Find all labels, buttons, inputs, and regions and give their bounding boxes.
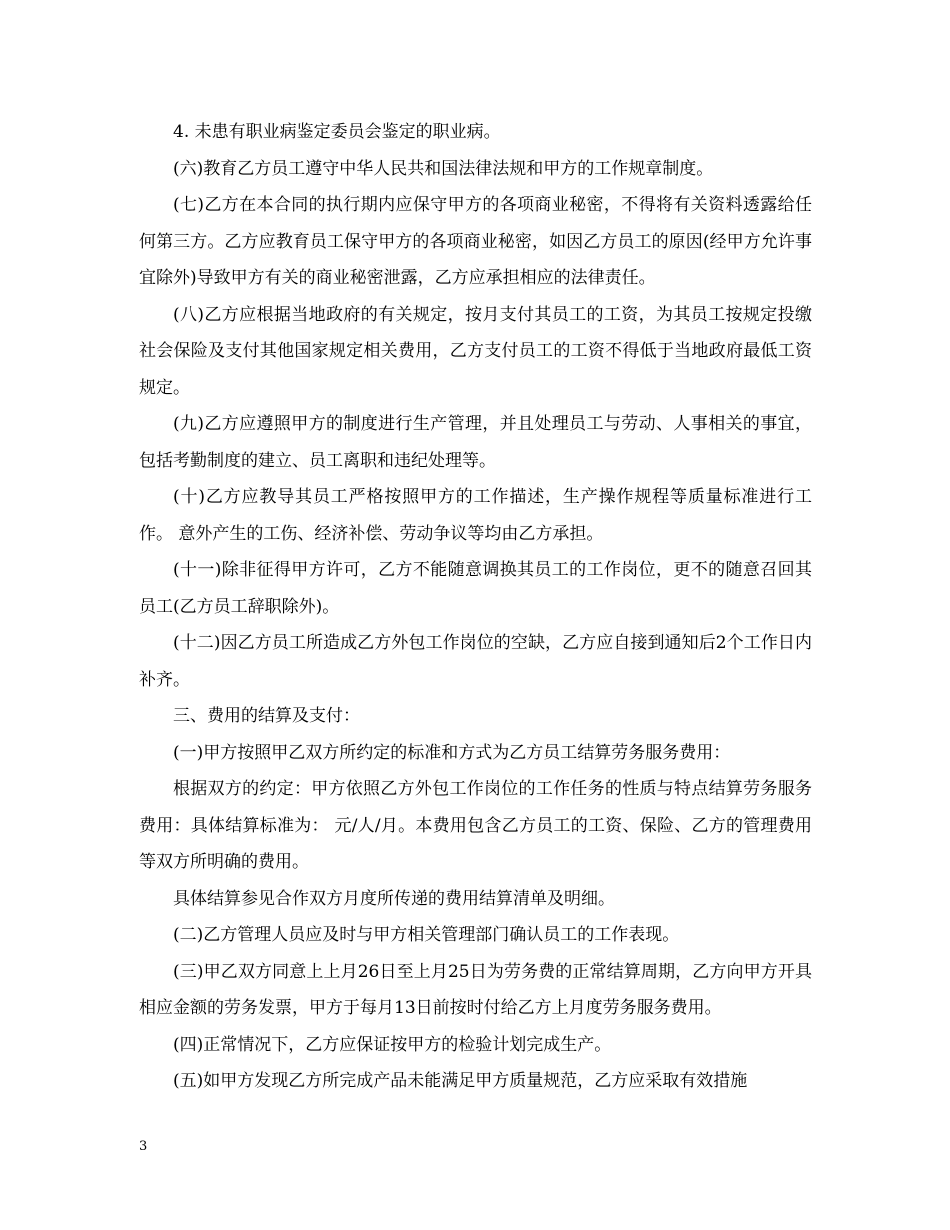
paragraph-fee-3: (三)甲乙双方同意上上月26日至上月25日为劳务费的正常结算周期，乙方向甲方开具相应金额的劳务发票，甲方于每月13日前按时付给乙方上月度劳务服务费用。 (139, 961, 812, 1018)
paragraph-fee-1: (一)甲方按照甲乙双方所约定的标准和方式为乙方员工结算劳务服务费用： (173, 742, 731, 763)
document-body (139, 114, 812, 1100)
paragraph-fee-5: (五)如甲方发现乙方所完成产品未能满足甲方质量规范，乙方应采取有效措施 (173, 1071, 748, 1091)
paragraph-section-9: (九)乙方应遵照甲方的制度进行生产管理，并且处理员工与劳动、人事相关的事宜，包括考勤制度的建立、员工离职和违纪处理等。 (139, 414, 812, 471)
paragraph-item-4: 4. 未患有职业病鉴定委员会鉴定的职业病。 (173, 122, 501, 142)
paragraph-section-10: (十)乙方应教导其员工严格按照甲方的工作描述，生产操作规程等质量标准进行工作。 意外产生的工伤、经济补偿、劳动争议等均由乙方承担。 (139, 487, 812, 544)
paragraph-fee-2: (二)乙方管理人员应及时与甲方相关管理部门确认员工的工作表现。 (173, 925, 680, 945)
paragraph-section-11: (十一)除非征得甲方许可，乙方不能随意调换其员工的工作岗位，更不的随意召回其员工(乙方员工辞职除外)。 (139, 560, 812, 617)
paragraph-section-6: (六)教育乙方员工遵守中华人民共和国法律法规和甲方的工作规章制度。 (173, 158, 714, 179)
page-number: 3 (139, 1139, 148, 1154)
paragraph-fee-details: 具体结算参见合作双方月度所传递的费用结算清单及明细。 (173, 888, 615, 909)
paragraph-section-8: (八)乙方应根据当地政府的有关规定，按月支付其员工的工资，为其员工按规定投缴社会保险及支付其他国家规定相关费用，乙方支付员工的工资不得低于当地政府最低工资规定。 (139, 304, 812, 398)
heading-fee-settlement: 三、费用的结算及支付： (173, 706, 360, 726)
paragraph-section-12: (十二)因乙方员工所造成乙方外包工作岗位的空缺，乙方应自接到通知后2个工作日内补齐。 (139, 633, 812, 690)
paragraph-section-7: (七)乙方在本合同的执行期内应保守甲方的各项商业秘密，不得将有关资料透露给任何第三方。乙方应教育员工保守甲方的各项商业秘密，如因乙方员工的原因(经甲方允许事宜除外)导致甲方有关的商业秘密泄露，乙方应承担相应的法律责任。 (139, 195, 812, 288)
paragraph-fee-4: (四)正常情况下，乙方应保证按甲方的检验计划完成生产。 (173, 1034, 612, 1055)
paragraph-fee-agreement: 根据双方的约定：甲方依照乙方外包工作岗位的工作任务的性质与特点结算劳务服务费用：具体结算标准为： 元/人/月。本费用包含乙方员工的工资、保险、乙方的管理费用等双方所明确的费用。 (139, 779, 812, 872)
